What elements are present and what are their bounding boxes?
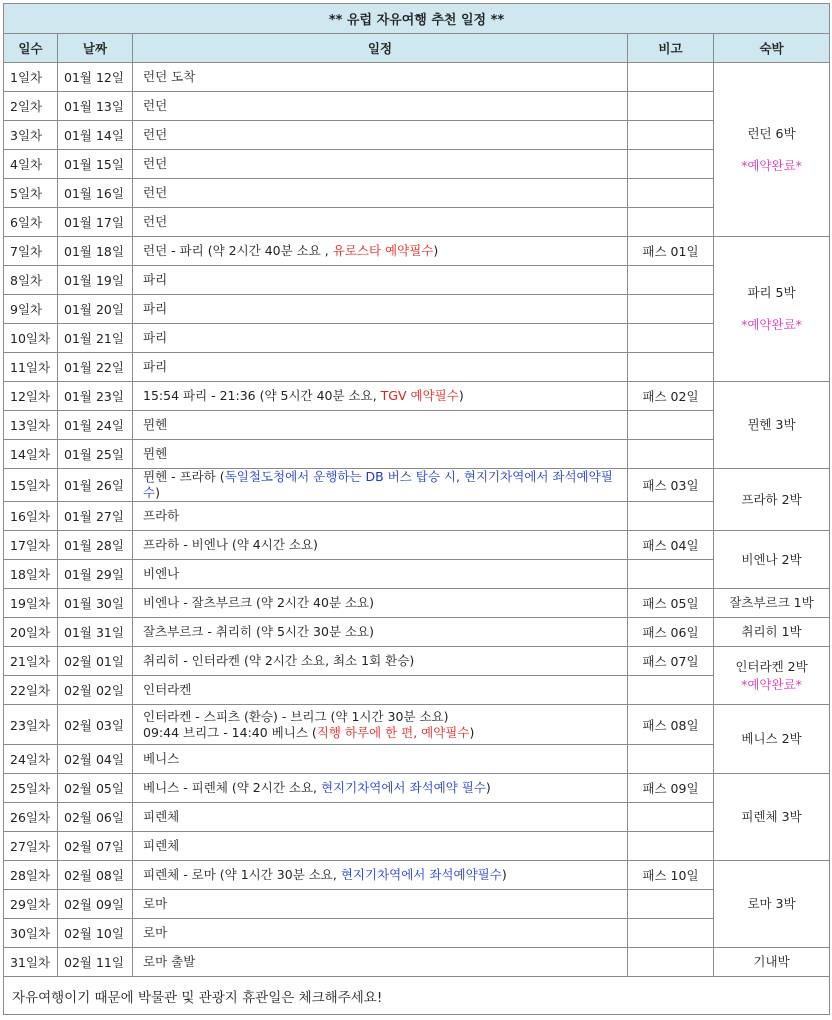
note-cell: [628, 745, 714, 774]
table-row: [4, 705, 830, 745]
table-row: [4, 208, 830, 237]
plan-text-end: ): [155, 485, 160, 500]
table-row: [4, 531, 830, 560]
plan-cell: [133, 890, 628, 919]
plan-text: 비엔나 - 잘츠부르크 (약 2시간 40분 소요): [143, 595, 375, 610]
table-row: [4, 121, 830, 150]
plan-cell: [133, 208, 628, 237]
note-cell: [628, 919, 714, 948]
plan-cell: [133, 324, 628, 353]
table-row: [4, 295, 830, 324]
stay-cell: [714, 705, 830, 774]
date-cell: 01월 26일: [58, 469, 133, 502]
date-cell: 01월 18일: [58, 237, 133, 266]
day-cell: 1일차: [4, 63, 58, 92]
itinerary-table: [3, 3, 830, 1015]
plan-text: 피렌체: [143, 838, 180, 853]
table-row: [4, 589, 830, 618]
stay-cell: [714, 382, 830, 469]
plan-text: 비엔나: [143, 566, 180, 581]
date-cell: 01월 30일: [58, 589, 133, 618]
stay-reservation-note: *예약완료*: [741, 676, 802, 692]
note-cell: [628, 179, 714, 208]
footer-note: 자유여행이기 때문에 박물관 및 관광지 휴관일은 체크해주세요!: [4, 977, 830, 1015]
stay-label: 잘츠부르크 1박: [729, 595, 814, 610]
note-cell: [628, 948, 714, 977]
day-cell: 25일차: [4, 774, 58, 803]
day-cell: 3일차: [4, 121, 58, 150]
plan-text-end: ): [433, 243, 439, 258]
note-cell: [628, 121, 714, 150]
date-cell: 02월 09일: [58, 890, 133, 919]
plan-text: 런던: [143, 156, 168, 171]
note-cell: [628, 803, 714, 832]
date-cell: 02월 06일: [58, 803, 133, 832]
date-cell: 01월 12일: [58, 63, 133, 92]
plan-cell: [133, 179, 628, 208]
plan-cell: [133, 353, 628, 382]
stay-cell: [714, 618, 830, 647]
plan-text: 파리: [143, 330, 168, 345]
table-row: [4, 948, 830, 977]
date-cell: 01월 21일: [58, 324, 133, 353]
stay-cell: [714, 469, 830, 531]
date-cell: 02월 03일: [58, 705, 133, 745]
stay-label: 프라하 2박: [741, 491, 802, 507]
plan-text: 로마: [143, 896, 168, 911]
note-cell: [628, 502, 714, 531]
date-cell: 01월 22일: [58, 353, 133, 382]
plan-cell: [133, 92, 628, 121]
plan-cell: [133, 150, 628, 179]
stay-cell: [714, 774, 830, 861]
note-cell: [628, 92, 714, 121]
note-cell: 패스 02일: [628, 382, 714, 411]
plan-text: 런던: [143, 214, 168, 229]
day-cell: 12일차: [4, 382, 58, 411]
stay-reservation-note: *예약완료*: [741, 157, 802, 173]
note-cell: [628, 208, 714, 237]
header-note: 비고: [628, 34, 714, 63]
date-cell: 01월 25일: [58, 440, 133, 469]
table-row: [4, 382, 830, 411]
date-cell: 01월 23일: [58, 382, 133, 411]
note-cell: 패스 04일: [628, 531, 714, 560]
plan-text-end: ): [501, 867, 507, 882]
note-cell: [628, 560, 714, 589]
plan-text: 뮌헨 - 프라하 (: [143, 469, 225, 484]
plan-text: 뮌헨: [143, 446, 168, 461]
plan-text: 취리히 - 인터라켄 (약 2시간 소요, 최소 1회 환승): [143, 653, 415, 668]
stay-cell: [714, 589, 830, 618]
plan-text-line2: 09:44 브리그 - 14:40 베니스 (: [143, 724, 317, 740]
date-cell: 02월 11일: [58, 948, 133, 977]
plan-cell: [133, 618, 628, 647]
table-row: [4, 266, 830, 295]
stay-cell: [714, 861, 830, 948]
plan-text: 잘츠부르크 - 취리히 (약 5시간 30분 소요): [143, 624, 375, 639]
day-cell: 24일차: [4, 745, 58, 774]
date-cell: 02월 04일: [58, 745, 133, 774]
stay-label: 취리히 1박: [741, 624, 802, 639]
note-cell: 패스 03일: [628, 469, 714, 502]
plan-highlight: 독일철도청에서 운행하는 DB 버스 탑승 시, 현지기차역에서 좌석예약필수: [143, 469, 613, 500]
table-row: [4, 353, 830, 382]
table-row: [4, 502, 830, 531]
stay-label: 비엔나 2박: [741, 551, 802, 567]
table-row: [4, 832, 830, 861]
date-cell: 01월 20일: [58, 295, 133, 324]
date-cell: 01월 16일: [58, 179, 133, 208]
note-cell: [628, 63, 714, 92]
day-cell: 31일차: [4, 948, 58, 977]
plan-text: 런던: [143, 127, 168, 142]
table-row: [4, 469, 830, 502]
day-cell: 22일차: [4, 676, 58, 705]
note-cell: 패스 05일: [628, 589, 714, 618]
table-row: [4, 890, 830, 919]
stay-label: 베니스 2박: [741, 731, 802, 746]
date-cell: 02월 01일: [58, 647, 133, 676]
plan-text: 15:54 파리 - 21:36 (약 5시간 40분 소요,: [143, 388, 381, 403]
plan-highlight: 현지기차역에서 좌석예약 필수: [320, 780, 486, 795]
plan-cell: [133, 266, 628, 295]
plan-text: 뮌헨: [143, 417, 168, 432]
plan-cell: [133, 745, 628, 774]
day-cell: 21일차: [4, 647, 58, 676]
note-cell: [628, 440, 714, 469]
table-row: [4, 774, 830, 803]
day-cell: 15일차: [4, 469, 58, 502]
plan-cell: [133, 803, 628, 832]
plan-cell: [133, 919, 628, 948]
day-cell: 17일차: [4, 531, 58, 560]
date-cell: 02월 02일: [58, 676, 133, 705]
note-cell: [628, 295, 714, 324]
plan-text: 로마 출발: [143, 954, 196, 969]
plan-cell: [133, 295, 628, 324]
day-cell: 9일차: [4, 295, 58, 324]
table-row: [4, 150, 830, 179]
date-cell: 01월 29일: [58, 560, 133, 589]
stay-cell: [714, 63, 830, 237]
date-cell: 01월 13일: [58, 92, 133, 121]
stay-label: 뮌헨 3박: [747, 417, 796, 432]
plan-text: 피렌체 - 로마 (약 1시간 30분 소요,: [143, 867, 341, 882]
stay-reservation-note: *예약완료*: [741, 317, 802, 332]
plan-text-end: ): [458, 388, 464, 403]
plan-text: 베니스: [143, 751, 180, 766]
plan-text: 파리: [143, 272, 168, 287]
plan-text: 프라하: [143, 508, 180, 523]
day-cell: 11일차: [4, 353, 58, 382]
plan-cell: [133, 121, 628, 150]
plan-text: 베니스 - 피렌체 (약 2시간 소요,: [143, 780, 321, 795]
table-row: [4, 861, 830, 890]
plan-cell: [133, 382, 628, 411]
table-row: [4, 647, 830, 676]
plan-text: 피렌체: [143, 809, 180, 824]
plan-text: 프라하 - 비엔나 (약 4시간 소요): [143, 537, 318, 552]
plan-cell: [133, 502, 628, 531]
table-row: [4, 179, 830, 208]
plan-highlight: TGV 예약필수: [380, 388, 459, 403]
date-cell: 02월 05일: [58, 774, 133, 803]
date-cell: 01월 28일: [58, 531, 133, 560]
plan-cell: [133, 832, 628, 861]
plan-text: 파리: [143, 359, 168, 374]
date-cell: 02월 08일: [58, 861, 133, 890]
date-cell: 01월 24일: [58, 411, 133, 440]
plan-cell: [133, 705, 628, 745]
day-cell: 8일차: [4, 266, 58, 295]
plan-cell: [133, 647, 628, 676]
table-row: [4, 237, 830, 266]
stay-cell: [714, 948, 830, 977]
plan-cell: [133, 237, 628, 266]
header-day: 일수: [4, 34, 58, 63]
plan-highlight: 현지기차역에서 좌석예약필수: [340, 867, 502, 882]
plan-highlight: 유로스타 예약필수: [332, 243, 434, 258]
header-date: 날짜: [58, 34, 133, 63]
note-cell: [628, 353, 714, 382]
note-cell: [628, 411, 714, 440]
date-cell: 01월 17일: [58, 208, 133, 237]
plan-text-end: ): [469, 724, 475, 740]
plan-text-end: ): [485, 780, 491, 795]
plan-cell: [133, 948, 628, 977]
stay-label: 기내박: [753, 954, 790, 969]
date-cell: 01월 15일: [58, 150, 133, 179]
note-cell: 패스 10일: [628, 861, 714, 890]
plan-text: 인터라켄: [143, 682, 192, 697]
day-cell: 7일차: [4, 237, 58, 266]
day-cell: 23일차: [4, 705, 58, 745]
note-cell: [628, 890, 714, 919]
plan-text: 런던 - 파리 (약 2시간 40분 소요 ,: [143, 243, 333, 258]
header-stay: 숙박: [714, 34, 830, 63]
stay-label: 피렌체 3박: [741, 809, 802, 824]
note-cell: [628, 676, 714, 705]
date-cell: 02월 10일: [58, 919, 133, 948]
day-cell: 14일차: [4, 440, 58, 469]
itinerary-body: [4, 63, 830, 977]
plan-highlight: 직행 하루에 한 편, 예약필수: [316, 724, 470, 740]
day-cell: 2일차: [4, 92, 58, 121]
day-cell: 30일차: [4, 919, 58, 948]
stay-label: 로마 3박: [747, 896, 796, 911]
stay-label: 파리 5박: [747, 285, 796, 300]
date-cell: 01월 19일: [58, 266, 133, 295]
plan-text: 런던: [143, 98, 168, 113]
date-cell: 01월 27일: [58, 502, 133, 531]
note-cell: [628, 832, 714, 861]
table-title: ** 유럽 자유여행 추천 일정 **: [4, 4, 830, 34]
stay-label: 인터라켄 2박: [735, 658, 808, 674]
stay-cell: [714, 237, 830, 382]
table-row: [4, 618, 830, 647]
day-cell: 10일차: [4, 324, 58, 353]
note-cell: 패스 08일: [628, 705, 714, 745]
plan-cell: [133, 676, 628, 705]
stay-cell: [714, 647, 830, 705]
table-row: [4, 411, 830, 440]
day-cell: 13일차: [4, 411, 58, 440]
header-plan: 일정: [133, 34, 628, 63]
plan-cell: [133, 560, 628, 589]
plan-text: 로마: [143, 925, 168, 940]
plan-cell: [133, 861, 628, 890]
day-cell: 18일차: [4, 560, 58, 589]
plan-text: 런던: [143, 185, 168, 200]
plan-cell: [133, 411, 628, 440]
date-cell: 02월 07일: [58, 832, 133, 861]
plan-text: 파리: [143, 301, 168, 316]
note-cell: 패스 09일: [628, 774, 714, 803]
day-cell: 6일차: [4, 208, 58, 237]
table-row: [4, 803, 830, 832]
table-row: [4, 63, 830, 92]
table-row: [4, 92, 830, 121]
day-cell: 28일차: [4, 861, 58, 890]
day-cell: 5일차: [4, 179, 58, 208]
plan-cell: [133, 63, 628, 92]
note-cell: [628, 324, 714, 353]
plan-cell: [133, 531, 628, 560]
table-row: [4, 440, 830, 469]
plan-cell: [133, 774, 628, 803]
table-row: [4, 324, 830, 353]
note-cell: 패스 01일: [628, 237, 714, 266]
plan-text: 인터라켄 - 스피츠 (환승) - 브리그 (약 1시간 30분 소요): [143, 708, 449, 724]
plan-cell: [133, 589, 628, 618]
day-cell: 4일차: [4, 150, 58, 179]
plan-text: 런던 도착: [143, 69, 196, 84]
stay-label: 런던 6박: [747, 125, 796, 141]
note-cell: [628, 266, 714, 295]
day-cell: 29일차: [4, 890, 58, 919]
table-row: [4, 745, 830, 774]
day-cell: 16일차: [4, 502, 58, 531]
date-cell: 01월 31일: [58, 618, 133, 647]
stay-cell: [714, 531, 830, 589]
plan-cell: [133, 440, 628, 469]
table-row: [4, 676, 830, 705]
day-cell: 20일차: [4, 618, 58, 647]
day-cell: 26일차: [4, 803, 58, 832]
note-cell: 패스 06일: [628, 618, 714, 647]
plan-cell: [133, 469, 628, 502]
table-row: [4, 919, 830, 948]
note-cell: 패스 07일: [628, 647, 714, 676]
note-cell: [628, 150, 714, 179]
day-cell: 27일차: [4, 832, 58, 861]
day-cell: 19일차: [4, 589, 58, 618]
date-cell: 01월 14일: [58, 121, 133, 150]
table-row: [4, 560, 830, 589]
